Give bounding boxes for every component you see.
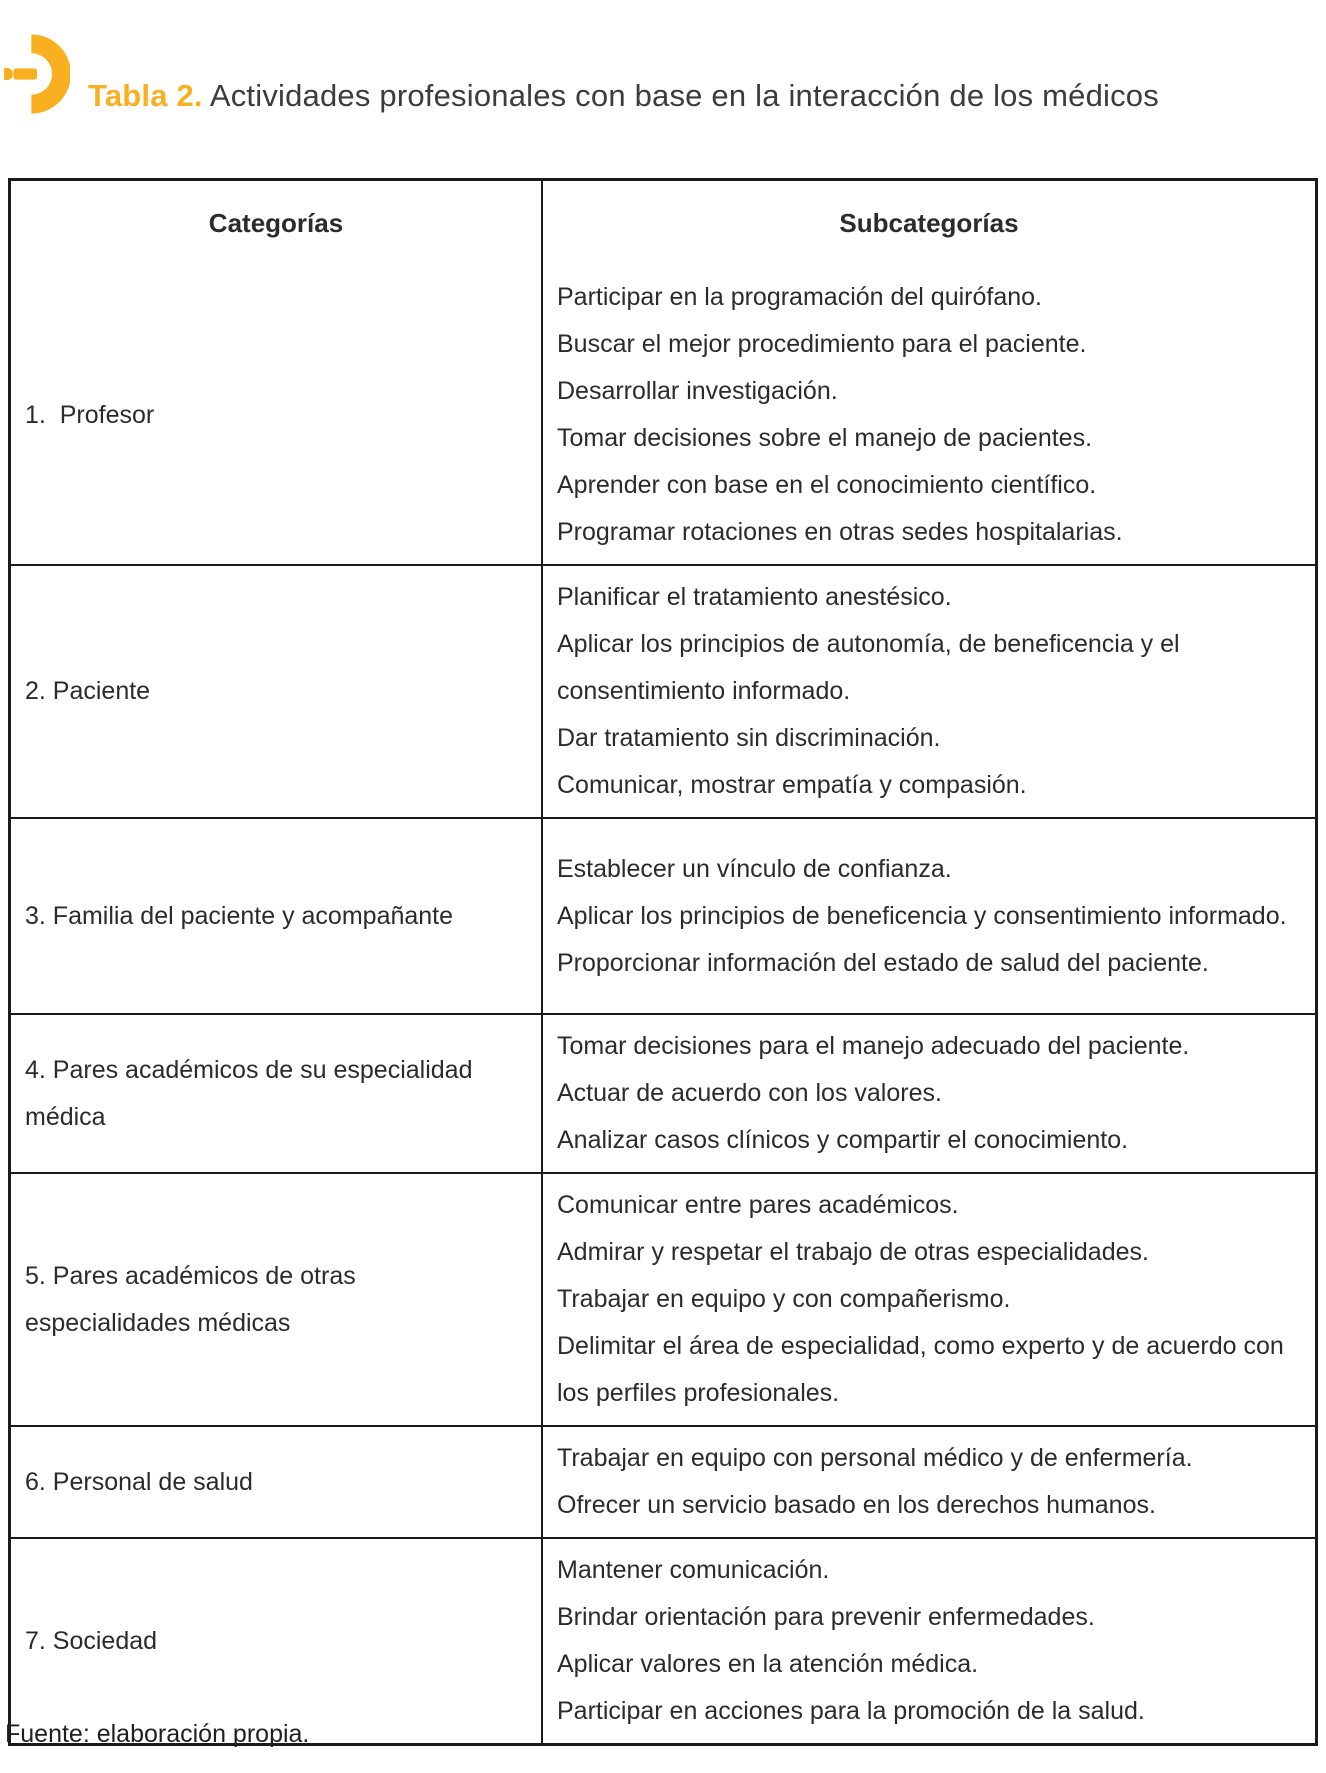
subcategory-item: Participar en acciones para la promoción de la salud. (557, 1697, 1145, 1725)
subcategory-item: Participar en la programación del quirófano. (557, 283, 1042, 311)
subcategory-cell (543, 566, 1315, 817)
category-label: 2. Paciente (25, 677, 151, 705)
subcategory-item: Comunicar entre pares académicos. (557, 1191, 959, 1219)
header-cell-subcategorias: Subcategorías (839, 208, 1019, 238)
category-cell (11, 1539, 543, 1743)
table-row (11, 817, 1315, 1013)
category-label: 3. Familia del paciente y acompañante (25, 901, 454, 930)
category-cell (11, 266, 543, 564)
table-header-row (11, 181, 1315, 266)
subcategory-item: Admirar y respetar el trabajo de otras especialidades. (557, 1238, 1149, 1266)
source-note: Fuente: elaboración propia. (5, 1720, 310, 1748)
subcategory-cell (543, 1174, 1315, 1425)
subcategory-cell (543, 1427, 1315, 1537)
page-title (88, 76, 1288, 116)
table-row (11, 1013, 1315, 1172)
subcategory-item: Delimitar el área de especialidad, como experto y de acuerdo con los perfiles profesionales. (557, 1332, 1284, 1407)
category-cell (11, 566, 543, 817)
table-row (11, 266, 1315, 564)
header-cell-categorias: Categorías (11, 181, 543, 266)
category-label: 4. Pares académicos de su especialidad médica (25, 1055, 473, 1131)
subcategory-item: Buscar el mejor procedimiento para el paciente. (557, 330, 1087, 358)
subcategory-cell (543, 819, 1315, 1013)
subcategory-item: Tomar decisiones para el manejo adecuado del paciente. (557, 1032, 1190, 1060)
subcategory-item: Aplicar los principios de beneficencia y consentimiento informado. (557, 901, 1287, 930)
category-label: 7. Sociedad (25, 1626, 158, 1655)
subcategory-item: Ofrecer un servicio basado en los derechos humanos. (557, 1491, 1156, 1519)
category-cell (11, 819, 543, 1013)
table-row (11, 1537, 1315, 1743)
subcategory-item: Desarrollar investigación. (557, 377, 838, 405)
subcategory-item: Trabajar en equipo con personal médico y de enfermería. (557, 1444, 1193, 1472)
category-cell (11, 1174, 543, 1425)
subcategory-item: Trabajar en equipo y con compañerismo. (557, 1285, 1011, 1313)
subcategory-cell (543, 1015, 1315, 1172)
subcategory-item: Proporcionar información del estado de salud del paciente. (557, 948, 1209, 977)
subcategory-item: Dar tratamiento sin discriminación. (557, 724, 941, 752)
subcategory-item: Comunicar, mostrar empatía y compasión. (557, 771, 1027, 799)
subcategory-item: Aprender con base en el conocimiento científico. (557, 471, 1097, 499)
table-number-label: Tabla 2. (88, 78, 203, 113)
table-row (11, 1172, 1315, 1425)
category-label: 5. Pares académicos de otras especialidades médicas (25, 1261, 356, 1337)
subcategory-item: Programar rotaciones en otras sedes hospitalarias. (557, 518, 1123, 546)
subcategory-item: Actuar de acuerdo con los valores. (557, 1079, 942, 1107)
subcategory-item: Aplicar valores en la atención médica. (557, 1650, 979, 1678)
subcategory-item: Analizar casos clínicos y compartir el conocimiento. (557, 1126, 1129, 1154)
subcategory-item: Brindar orientación para prevenir enfermedades. (557, 1603, 1095, 1631)
table-row (11, 1425, 1315, 1537)
category-cell (11, 1015, 543, 1172)
table-row (11, 564, 1315, 817)
category-cell (11, 1427, 543, 1537)
subcategory-item: Mantener comunicación. (557, 1556, 830, 1584)
data-table (8, 178, 1318, 1746)
table-title-text: Actividades profesionales con base en la interacción de los médicos (202, 78, 1159, 113)
subcategory-cell (543, 266, 1315, 564)
subcategory-item: Planificar el tratamiento anestésico. (557, 583, 952, 611)
journal-brand-arc-icon (4, 26, 70, 122)
subcategory-item: Establecer un vínculo de confianza. (557, 854, 952, 883)
subcategory-item: Tomar decisiones sobre el manejo de pacientes. (557, 424, 1093, 452)
subcategory-item: Aplicar los principios de autonomía, de beneficencia y el consentimiento informado. (557, 630, 1180, 705)
subcategory-cell (543, 1539, 1315, 1743)
category-label: 1. Profesor (25, 400, 155, 429)
category-label: 6. Personal de salud (25, 1467, 253, 1496)
